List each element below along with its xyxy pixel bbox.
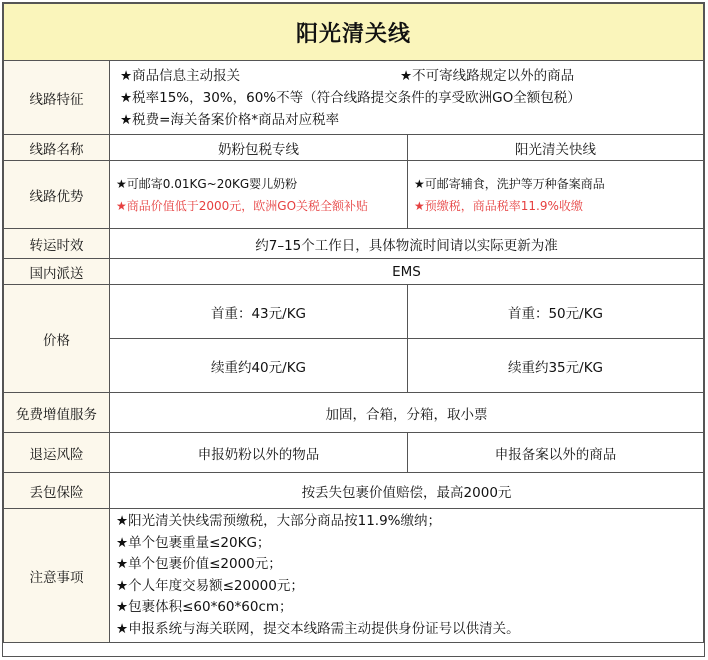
price-first-right: 首重：50元/KG bbox=[408, 285, 704, 339]
advantages-left-cell bbox=[110, 161, 408, 229]
feature-tax-rate: ★税率15%，30%，60%不等（符合线路提交条件的享受欧洲GO全额包税） bbox=[120, 89, 581, 106]
note-item: ★包裹体积≤60*60*60cm； bbox=[116, 599, 293, 615]
feature-restriction: ★不可寄线路规定以外的商品 bbox=[400, 67, 575, 84]
free-services-row bbox=[4, 393, 704, 433]
rate-table-frame bbox=[2, 2, 705, 657]
domestic-value: EMS bbox=[110, 259, 704, 285]
price-cont-right: 续重约35元/KG bbox=[408, 339, 704, 393]
price-cont-left: 续重约40元/KG bbox=[110, 339, 408, 393]
notes-label: 注意事项 bbox=[4, 509, 110, 643]
return-risk-row bbox=[4, 433, 704, 473]
advantage-right-2: ★预缴税，商品税率11.9%收缴 bbox=[414, 198, 583, 213]
domestic-row bbox=[4, 259, 704, 285]
advantages-row bbox=[4, 161, 704, 229]
feature-tax-formula: ★税费=海关备案价格*商品对应税率 bbox=[120, 111, 340, 128]
advantage-left-1: ★可邮寄0.01KG~20KG婴儿奶粉 bbox=[116, 176, 298, 191]
notes-row bbox=[4, 509, 704, 643]
advantages-label: 线路优势 bbox=[4, 161, 110, 229]
route-name-left: 奶粉包税专线 bbox=[110, 135, 408, 161]
transit-label: 转运时效 bbox=[4, 229, 110, 259]
features-row bbox=[4, 61, 704, 135]
advantages-right-cell bbox=[408, 161, 704, 229]
note-item: ★单个包裹价值≤2000元； bbox=[116, 556, 282, 572]
note-item: ★申报系统与海关联网，提交本线路需主动提供身份证号以供清关。 bbox=[116, 620, 520, 637]
transit-value: 约7–15个工作日，具体物流时间请以实际更新为准 bbox=[110, 229, 704, 259]
note-item: ★阳光清关快线需预缴税，大部分商品按11.9%缴纳； bbox=[116, 513, 441, 529]
loss-insurance-row bbox=[4, 473, 704, 509]
return-risk-left: 申报奶粉以外的物品 bbox=[110, 433, 408, 473]
route-name-right: 阳光清关快线 bbox=[408, 135, 704, 161]
table-title: 阳光清关线 bbox=[4, 4, 704, 61]
price-first-left: 首重：43元/KG bbox=[110, 285, 408, 339]
notes-cell bbox=[110, 509, 704, 643]
note-item: ★单个包裹重量≤20KG； bbox=[116, 534, 271, 551]
domestic-label: 国内派送 bbox=[4, 259, 110, 285]
shipping-route-table bbox=[3, 3, 704, 643]
note-item: ★个人年度交易额≤20000元； bbox=[116, 577, 304, 594]
feature-declare: ★商品信息主动报关 bbox=[120, 67, 241, 84]
loss-insurance-label: 丢包保险 bbox=[4, 473, 110, 509]
title-row bbox=[4, 4, 704, 61]
free-services-value: 加固，合箱，分箱，取小票 bbox=[110, 393, 704, 433]
return-risk-right: 申报备案以外的商品 bbox=[408, 433, 704, 473]
free-services-label: 免费增值服务 bbox=[4, 393, 110, 433]
features-label: 线路特征 bbox=[4, 61, 110, 135]
transit-row bbox=[4, 229, 704, 259]
price-first-row bbox=[4, 285, 704, 339]
loss-insurance-value: 按丢失包裹价值赔偿，最高2000元 bbox=[110, 473, 704, 509]
advantage-right-1: ★可邮寄辅食，洗护等万种备案商品 bbox=[414, 176, 605, 191]
return-risk-label: 退运风险 bbox=[4, 433, 110, 473]
advantage-left-2: ★商品价值低于2000元，欧洲GO关税全额补贴 bbox=[116, 198, 369, 213]
route-name-row bbox=[4, 135, 704, 161]
price-label: 价格 bbox=[4, 285, 110, 393]
route-name-label: 线路名称 bbox=[4, 135, 110, 161]
features-cell bbox=[110, 61, 704, 135]
